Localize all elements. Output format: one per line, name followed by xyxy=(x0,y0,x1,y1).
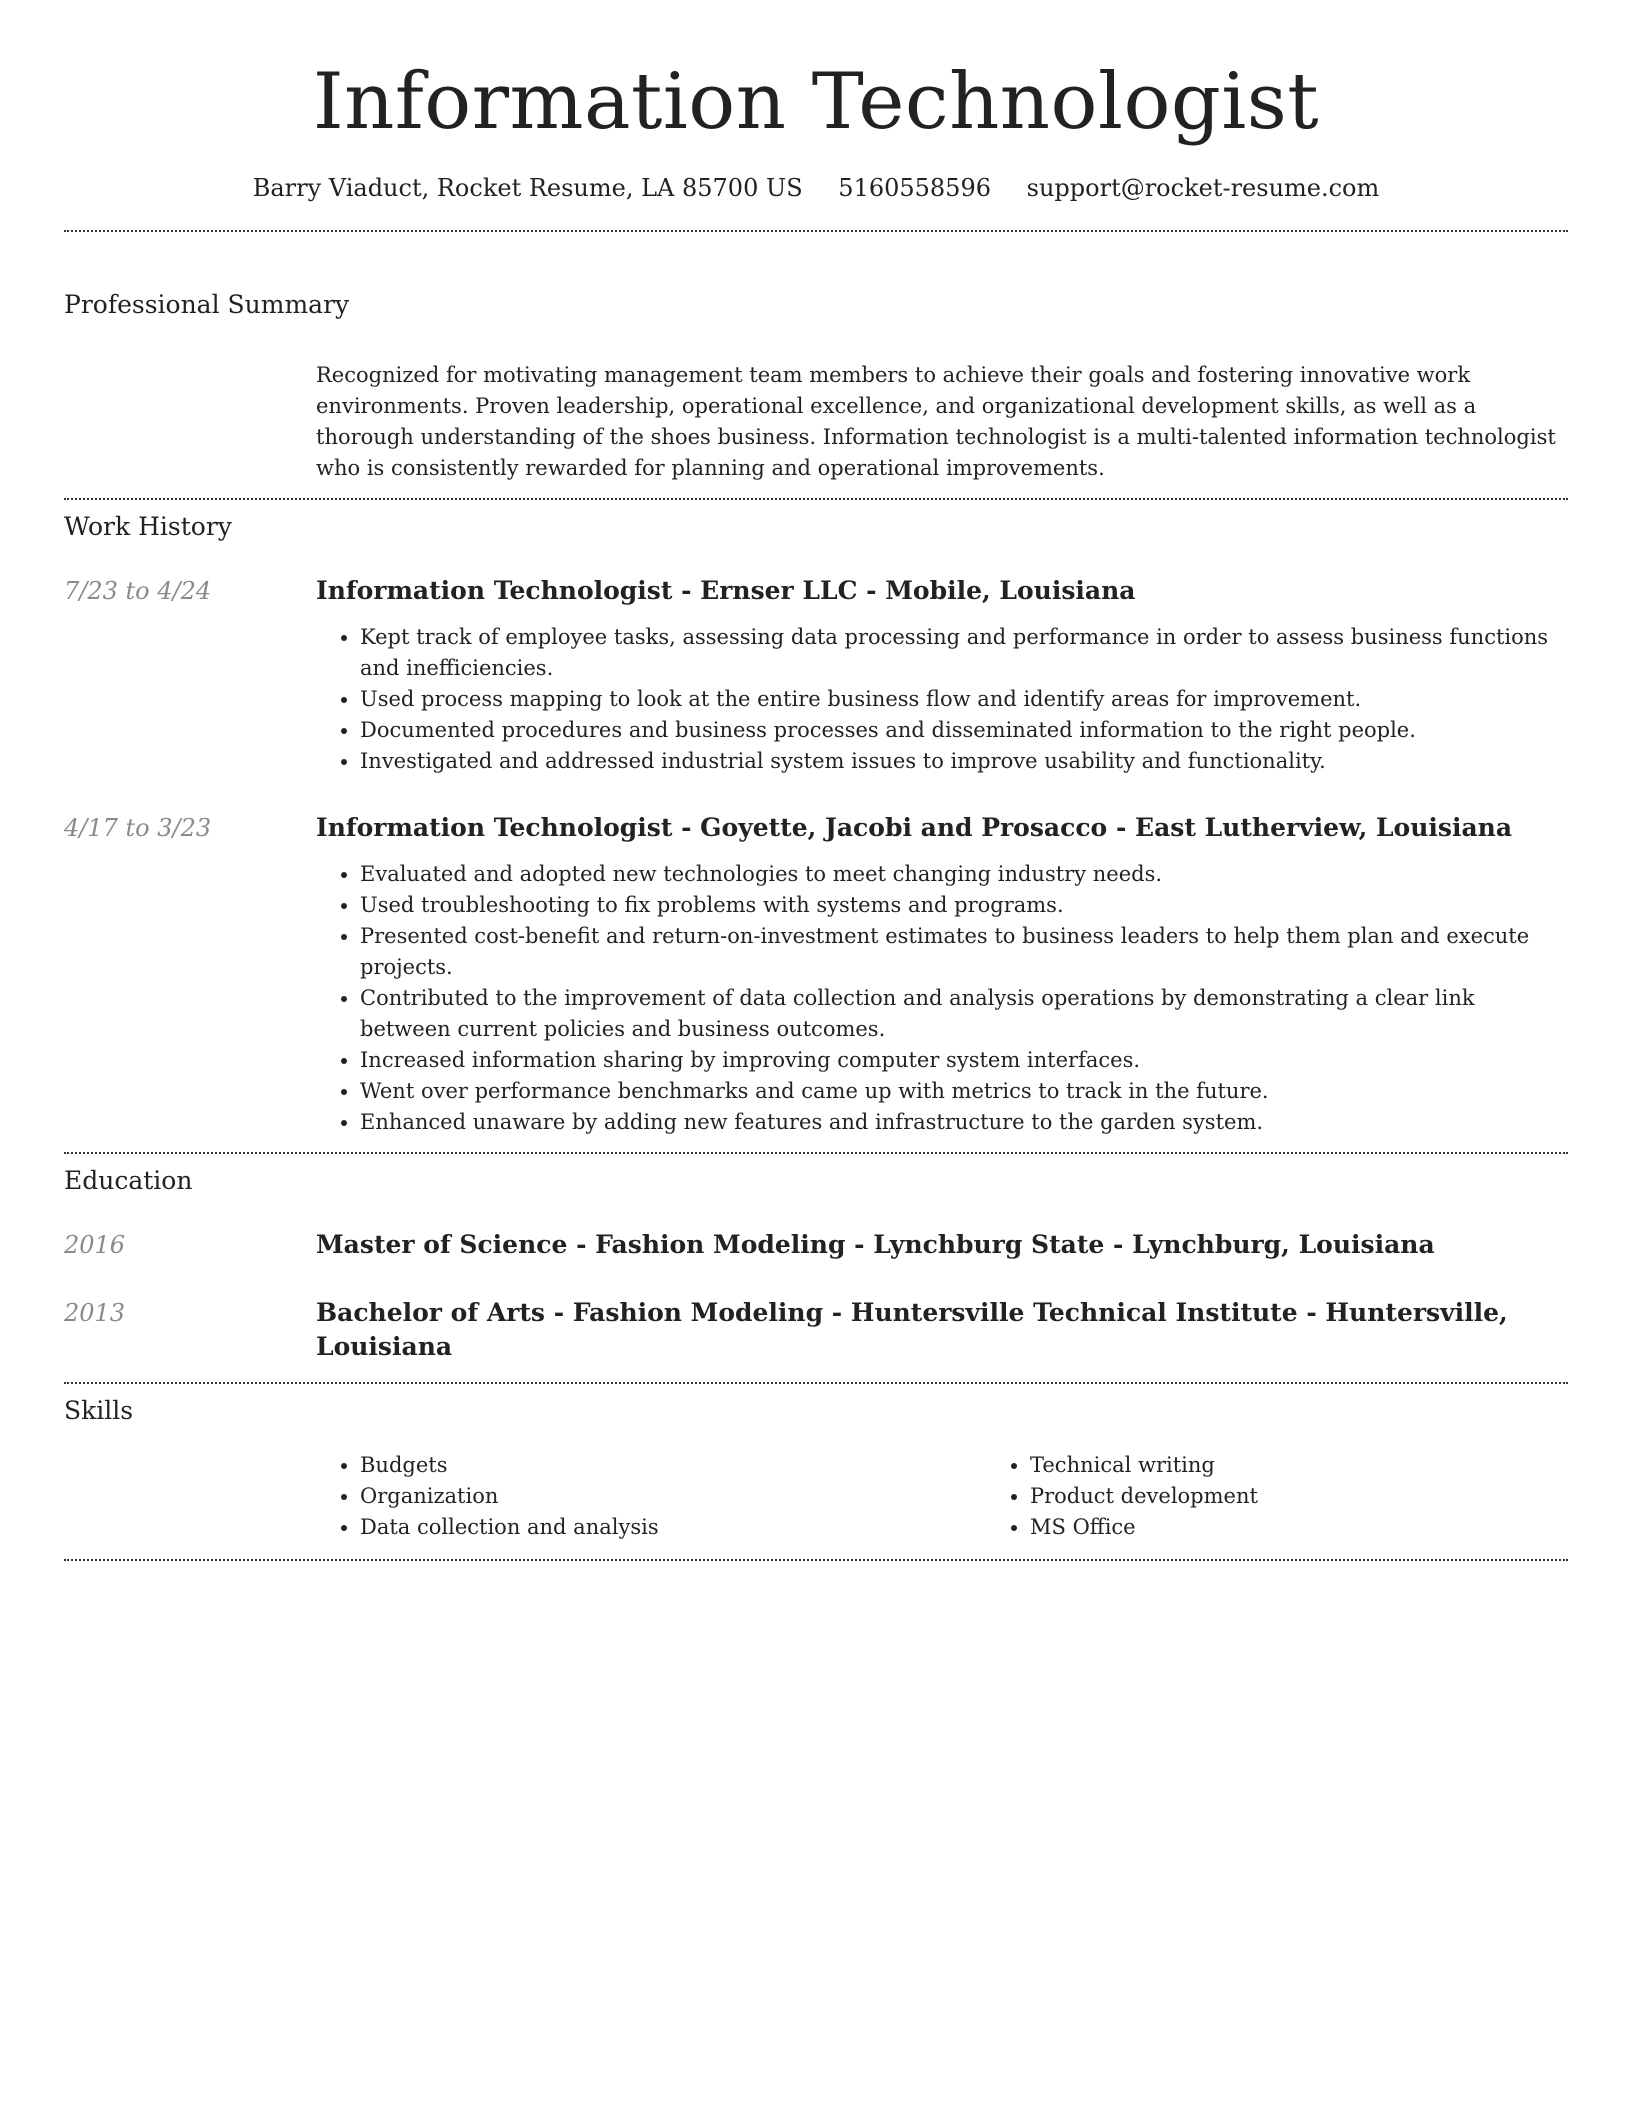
job-heading: Information Technologist - Goyette, Jacobi and Prosacco - East Lutherview, Louisiana xyxy=(316,813,1513,842)
summary-text: Recognized for motivating management team members to achieve their goals and fostering innovative work environments. Proven leadership, operational excellence, and organizational development skills, as well as a thorough understanding of the shoes business. Information technologist is a multi-talented information technologist who is consistently rewarded for planning and operational improvements. xyxy=(316,363,1556,480)
education-entry xyxy=(64,1296,1568,1364)
summary-section xyxy=(64,288,1568,484)
section-divider xyxy=(64,1559,1568,1561)
section-divider xyxy=(64,1382,1568,1384)
education-year: 2016 xyxy=(64,1231,126,1259)
resume-header xyxy=(64,0,1568,206)
job-entry xyxy=(64,574,1568,777)
candidate-name: Information Technologist xyxy=(312,57,1320,147)
job-dates: 4/17 to 3/23 xyxy=(64,814,212,842)
job-bullet: • Contributed to the improvement of data collection and analysis operations by demonstrating a clear link between current policies and business outcomes. xyxy=(360,983,1568,1045)
education-year: 2013 xyxy=(64,1299,126,1327)
education-heading: Bachelor of Arts - Fashion Modeling - Huntersville Technical Institute - Huntersville, Louisiana xyxy=(316,1298,1508,1361)
skill-item: • Product development xyxy=(1030,1481,1632,1512)
contact-phone: 5160558596 xyxy=(838,174,991,202)
education-entry xyxy=(64,1228,1568,1262)
section-divider xyxy=(64,1152,1568,1154)
skills-grid xyxy=(316,1450,1568,1543)
job-entry xyxy=(64,811,1568,1138)
skills-list-left xyxy=(316,1450,986,1543)
section-divider xyxy=(64,230,1568,232)
job-heading: Information Technologist - Ernser LLC - Mobile, Louisiana xyxy=(316,576,1136,605)
job-bullet: • Kept track of employee tasks, assessing data processing and performance in order to assess business functions and inefficiencies. xyxy=(360,622,1568,684)
job-bullet: • Documented procedures and business processes and disseminated information to the right people. xyxy=(360,715,1568,746)
job-dates: 7/23 to 4/24 xyxy=(64,577,212,605)
skill-item: • Technical writing xyxy=(1030,1450,1632,1481)
skill-item: • Data collection and analysis xyxy=(360,1512,986,1543)
job-bullet: • Investigated and addressed industrial system issues to improve usability and functionality. xyxy=(360,746,1568,777)
job-bullet: • Increased information sharing by improving computer system interfaces. xyxy=(360,1045,1568,1076)
skills-section xyxy=(64,1394,1568,1543)
skill-item: • Organization xyxy=(360,1481,986,1512)
job-bullet: • Enhanced unaware by adding new features and infrastructure to the garden system. xyxy=(360,1107,1568,1138)
summary-title: Professional Summary xyxy=(64,290,350,319)
job-bullet: • Presented cost-benefit and return-on-investment estimates to business leaders to help them plan and execute projects. xyxy=(360,921,1568,983)
job-bullet: • Evaluated and adopted new technologies to meet changing industry needs. xyxy=(360,859,1568,890)
section-divider xyxy=(64,498,1568,500)
job-bullets xyxy=(316,859,1568,1138)
skill-item: • MS Office xyxy=(1030,1512,1632,1543)
contact-line xyxy=(64,170,1568,206)
skills-title: Skills xyxy=(64,1396,134,1425)
education-section xyxy=(64,1164,1568,1364)
contact-address: Barry Viaduct, Rocket Resume, LA 85700 US xyxy=(252,174,803,202)
job-bullet: • Used process mapping to look at the entire business flow and identify areas for improvement. xyxy=(360,684,1568,715)
work-title: Work History xyxy=(64,512,232,541)
contact-email: support@rocket-resume.com xyxy=(1026,174,1380,202)
job-bullets xyxy=(316,622,1568,777)
education-title: Education xyxy=(64,1166,193,1195)
skill-item: • Budgets xyxy=(360,1450,986,1481)
job-bullet: • Went over performance benchmarks and came up with metrics to track in the future. xyxy=(360,1076,1568,1107)
job-bullet: • Used troubleshooting to fix problems with systems and programs. xyxy=(360,890,1568,921)
skills-list-right xyxy=(986,1450,1632,1543)
work-section xyxy=(64,510,1568,1138)
education-heading: Master of Science - Fashion Modeling - Lynchburg State - Lynchburg, Louisiana xyxy=(316,1230,1435,1259)
